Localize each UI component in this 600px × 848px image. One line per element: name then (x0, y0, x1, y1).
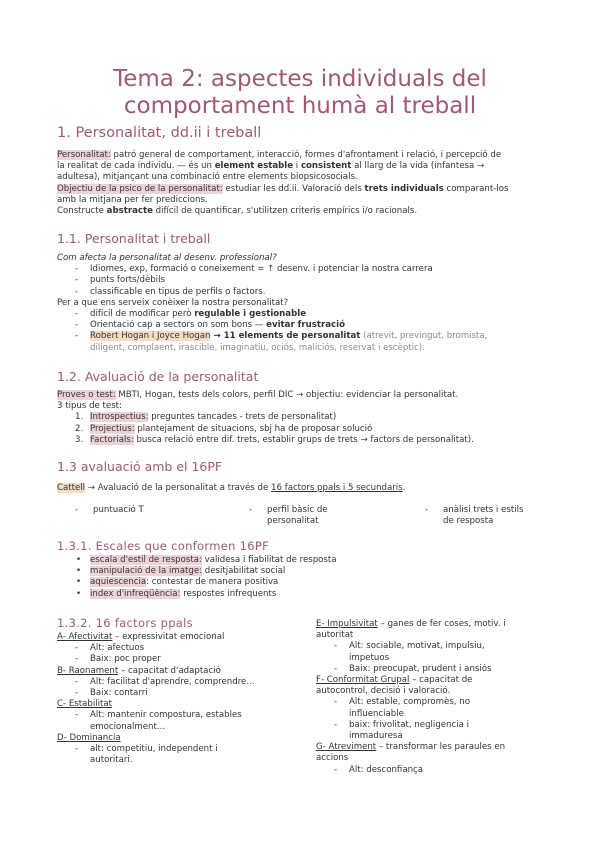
page-title (0, 66, 600, 120)
item-term: Projectius: (90, 423, 135, 434)
def-bold-2: consistent (300, 161, 352, 172)
factor-e-text-2: autoritat (316, 630, 354, 641)
list-item: - Idiomes, exp, formació o coneixement = ↑ desenv. i potenciar la nostra carrera (57, 264, 487, 275)
item-number: 2. (75, 423, 84, 434)
question-2: Per a que ens serveix conèixer la nostra personalitat? (57, 297, 289, 308)
factor-d-alt-cont: autoritari. (90, 755, 133, 766)
cons-text-b: difícil de quantificar, s'utilitzen criteris empírics i/o racionals. (152, 206, 418, 217)
analisi-trets (443, 505, 523, 527)
item-text: preguntes tancades - trets de personalitat) (148, 412, 337, 423)
factor-b-baix: - Baix: contarri (57, 688, 255, 699)
puntuacio-t: puntuació T (93, 505, 144, 515)
section-1-1-body (57, 253, 487, 354)
question-1-list (57, 264, 487, 298)
factor-g-term: G- Atreviment (316, 742, 377, 753)
item-text: : contestar de manera positiva (146, 577, 279, 588)
def-text-d: al llarg de la vida (infantesa → (351, 161, 485, 172)
factor-c-term: C- Estabilitat (57, 699, 112, 710)
item-term: manipulació de la imatge: (90, 566, 203, 577)
obj-text-b: comparant-los (443, 183, 509, 194)
cons-text-a: Constructe (57, 206, 107, 217)
q2-item2-bold: evitar frustració (266, 320, 345, 331)
list-item: - punts forts/dèbils (57, 275, 487, 286)
cattell-term: Cattell (57, 483, 86, 493)
hogan-names: Robert Hogan i Joyce Hogan (90, 331, 211, 342)
obj-bold: trets individuals (364, 183, 444, 194)
question-2-list (57, 309, 487, 354)
list-item (57, 577, 337, 588)
factor-e-baix: - Baix: preocupat, prudent i ansiós (316, 664, 506, 675)
factor-g-text: – transformar les paraules en (376, 742, 506, 753)
factor-e-alt: - Alt: sociable, motivat, impulsiu, (316, 641, 506, 652)
cattell-underlined: 16 factors ppals i 5 secundaris (271, 483, 403, 493)
col-3-dash: - (425, 505, 429, 515)
analisi-line-1: anàlisi trets i estils (443, 505, 524, 515)
factor-f-alt-cont: influenciable (349, 708, 404, 719)
perfil-line-2: personalitat (267, 516, 319, 527)
item-number: 1. (75, 412, 84, 423)
factor-d-alt: - alt: competitiu, independent i (57, 744, 255, 755)
objectiu-term: Objectiu de la psico de la personalitat: (57, 183, 223, 194)
section-1-2-heading: 1.2. Avaluació de la personalitat (57, 369, 259, 384)
cons-bold: abstracte (106, 206, 153, 217)
factor-d-term: D- Dominancia (57, 732, 121, 743)
item-number: 3. (75, 434, 84, 445)
personalitat-term: Personalitat: (57, 150, 111, 160)
factor-b-term: B- Raonament (57, 665, 119, 676)
factor-f-alt: - Alt: estable, compromès, no (316, 697, 506, 708)
factor-b-alt: - Alt: facilitat d'aprendre, comprendre... (57, 677, 255, 688)
factor-f-baix: - baix: frivolitat, negligencia i (316, 720, 506, 731)
cattell-text: → Avaluació de la personalitat a través de (85, 483, 271, 493)
list-item (57, 412, 474, 423)
factor-f-text: – capacitat de (409, 675, 473, 686)
factor-g-alt: - Alt: desconfiança (316, 765, 506, 776)
question-1: Com afecta la personalitat al desenv. professional? (57, 253, 277, 263)
factor-b-text: – capacitat d'adaptació (118, 665, 221, 676)
list-item: - classificable en tipus de perfils o factors. (57, 287, 487, 298)
list-item (57, 566, 337, 577)
proves-term: Proves o test: (57, 390, 116, 400)
hogan-list-b: diligent, complaent, irascible, imaginatiu, ociós, maliciós, reservat i escèptic). (90, 342, 425, 353)
obj-text-a: estudiar les dd.ii. Valoració dels (222, 183, 365, 194)
item-text: desitjabilitat social (202, 566, 286, 577)
tipus-label: 3 tipus de test: (57, 401, 122, 412)
factor-f-text-2: autocontrol, decisió i valoració. (316, 686, 451, 697)
factor-e-alt-cont: impetuos (349, 652, 390, 663)
test-types-list (57, 412, 474, 446)
section-1-1-heading: 1.1. Personalitat i treball (57, 231, 211, 246)
section-1-3-1-heading: 1.3.1. Escales que conformen 16PF (57, 539, 269, 553)
section-1-3-1-body (57, 555, 337, 600)
list-item (57, 424, 474, 435)
item-text: validesa i fiabilitat de resposta (201, 555, 337, 565)
list-item-continuation (57, 343, 487, 354)
factors-right-column (316, 619, 506, 776)
factor-f-term: F- Conformitat Grupal (316, 675, 410, 686)
q2-item1-text: difícil de modificar però (90, 309, 195, 320)
factor-a-term: A- Afectivitat (57, 632, 113, 642)
obj-text-c: amb la mitjana per fer prediccions. (57, 194, 208, 205)
cattell-line (57, 483, 405, 494)
factor-a-alt: - Alt: afectuos (57, 643, 255, 654)
factor-e-text: – ganes de fer coses, motiv. i (377, 619, 506, 629)
perfil-line-1: perfil bàsic de (267, 505, 328, 515)
factors-left-column (57, 632, 255, 766)
item-term: escala d'estil de resposta: (90, 555, 202, 565)
q2-item1-bold: regulable i gestionable (194, 309, 307, 320)
col-2-dash: - (249, 505, 253, 515)
list-item (57, 589, 337, 600)
item-text: respostes infrequents (180, 588, 277, 599)
list-item (57, 435, 474, 446)
cattell-end: . (402, 483, 406, 493)
def-bold-1: element estable (214, 161, 294, 172)
title-line-1: Tema 2: aspectes individuals del (113, 66, 487, 92)
def-text-e: adultesa), mitjançant una combinació entre elements biopsicosocials. (57, 172, 358, 183)
def-text-b: la realitat de cada individu. — és un (57, 161, 215, 172)
perfil-basic (267, 505, 328, 527)
section-1-2-body (57, 390, 474, 446)
factor-g-text-2: accions (316, 753, 349, 764)
factor-e-term: E- Impulsivitat (316, 619, 378, 629)
factor-f-baix-cont: immaduresa (349, 731, 403, 742)
list-item (57, 555, 337, 566)
q2-item2-text: Orientació cap a sectors on som bons — (90, 320, 267, 331)
title-line-2: comportament humà al treball (123, 93, 477, 119)
item-term: Introspectius: (90, 412, 149, 423)
section-1-heading: 1. Personalitat, dd.ii i treball (57, 125, 262, 141)
escales-list (57, 555, 337, 600)
def-text-a: patró general de comportament, interacció, formes d'afrontament i relació, i percepció de (110, 150, 502, 160)
hogan-list-a: (atrevit, previngut, bromista, (360, 331, 488, 342)
col-1: - (75, 505, 79, 515)
factor-a-baix: - Baix: poc proper (57, 654, 255, 665)
def-text-c: i (293, 161, 301, 172)
personalitat-definition (57, 150, 508, 217)
factor-c-alt: - Alt: mantenir compostura, estables (57, 710, 255, 721)
proves-text: MBTI, Hogan, tests dels colors, perfil DIC → objectiu: evidenciar la personalitat. (115, 390, 459, 400)
hogan-elements: → 11 elements de personalitat (210, 331, 361, 342)
item-term: Factorials: (90, 434, 134, 445)
list-item (57, 309, 487, 320)
list-item (57, 320, 487, 331)
item-text: plantejament de situacions, sbj ha de proposar solució (134, 423, 373, 434)
item-term: aquiescencia (90, 577, 147, 588)
item-term: index d'infreqüència: (90, 588, 181, 599)
section-1-3-2-heading: 1.3.2. 16 factors ppals (57, 616, 193, 630)
factor-a-text: – expressivitat emocional (112, 632, 225, 642)
analisi-line-2: de resposta (443, 516, 494, 527)
item-text: busca relació entre dif. trets, establir grups de trets → factors de personalitat). (133, 434, 474, 445)
section-1-3-heading: 1.3 avaluació amb el 16PF (57, 459, 223, 474)
factor-c-alt-cont: emocionalment... (90, 721, 166, 732)
list-item (57, 331, 487, 342)
